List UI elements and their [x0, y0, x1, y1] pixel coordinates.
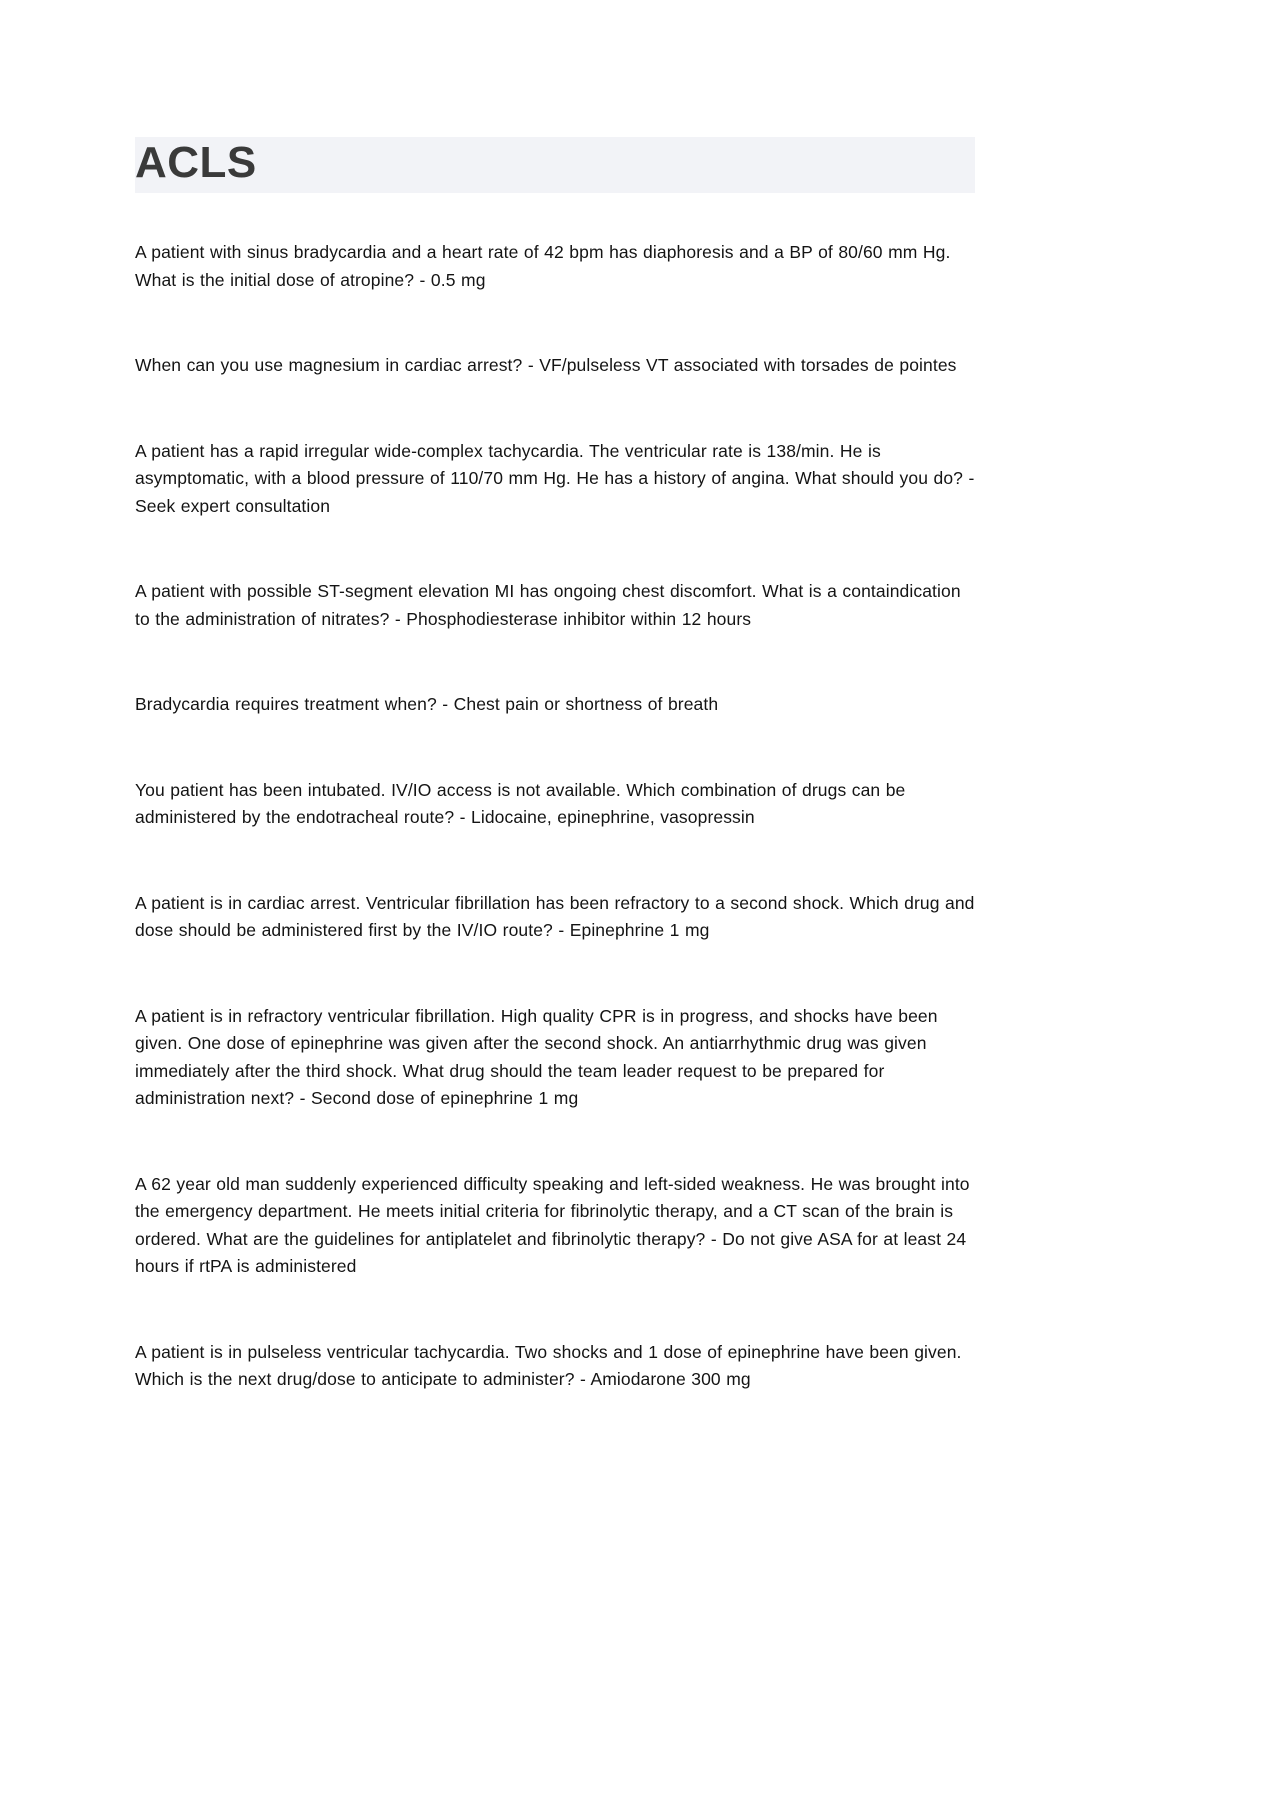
qa-paragraph-magnesium-use: When can you use magnesium in cardiac arrest? - VF/pulseless VT associated with torsades de pointes	[135, 355, 957, 376]
qa-paragraph-antiarrhythmic-next-drug: A patient is in refractory ventricular fibrillation. High quality CPR is in progress, and shocks have been given. One dose of epinephrine was given after the second shock. An antiarrhythmic drug was given immediately after the third shock. What drug should the team leader request to be prepared for administration next? - Second dose of epinephrine 1 mg	[135, 1005, 938, 1109]
qa-paragraph-pulseless-vt-amiodarone: A patient is in pulseless ventricular tachycardia. Two shocks and 1 dose of epinephrine have been given. Which is the next drug/dose to anticipate to administer? - Amiodarone 300 mg	[135, 1341, 962, 1390]
page-title: ACLS	[135, 138, 257, 187]
qa-paragraph-atropine-dose: A patient with sinus bradycardia and a heart rate of 42 bpm has diaphoresis and a BP of 80/60 mm Hg. What is the initial dose of atropine? - 0.5 mg	[135, 242, 951, 290]
title-highlight-bar	[135, 137, 975, 193]
qa-paragraph-endotracheal-drugs: You patient has been intubated. IV/IO access is not available. Which combination of drugs can be administered by the endotracheal route? - Lidocaine, epinephrine, vasopressin	[135, 779, 906, 828]
document-content	[135, 137, 975, 1394]
qa-paragraph-wide-complex-tachycardia: A patient has a rapid irregular wide-complex tachycardia. The ventricular rate is 138/min. He is asymptomatic, with a blood pressure of 110/70 mm Hg. He has a history of angina. What should you do? - Seek expert consultation	[135, 440, 975, 516]
qa-paragraph-bradycardia-treatment: Bradycardia requires treatment when? - Chest pain or shortness of breath	[135, 694, 719, 715]
qa-paragraph-nitrates-contraindication: A patient with possible ST-segment elevation MI has ongoing chest discomfort. What is a containdication to the administration of nitrates? - Phosphodiesterase inhibitor within 12 hours	[135, 581, 961, 629]
qa-paragraph-refractory-vf-epinephrine: A patient is in cardiac arrest. Ventricular fibrillation has been refractory to a second shock. Which drug and dose should be administered first by the IV/IO route? - Epinephrine 1 mg	[135, 892, 975, 941]
qa-paragraph-stroke-fibrinolytic-guidelines: A 62 year old man suddenly experienced difficulty speaking and left-sided weakness. He was brought into the emergency department. He meets initial criteria for fibrinolytic therapy, and a CT scan of the brain is ordered. What are the guidelines for antiplatelet and fibrinolytic therapy? - Do not give ASA for at least 24 hours if rtPA is administered	[135, 1173, 970, 1277]
